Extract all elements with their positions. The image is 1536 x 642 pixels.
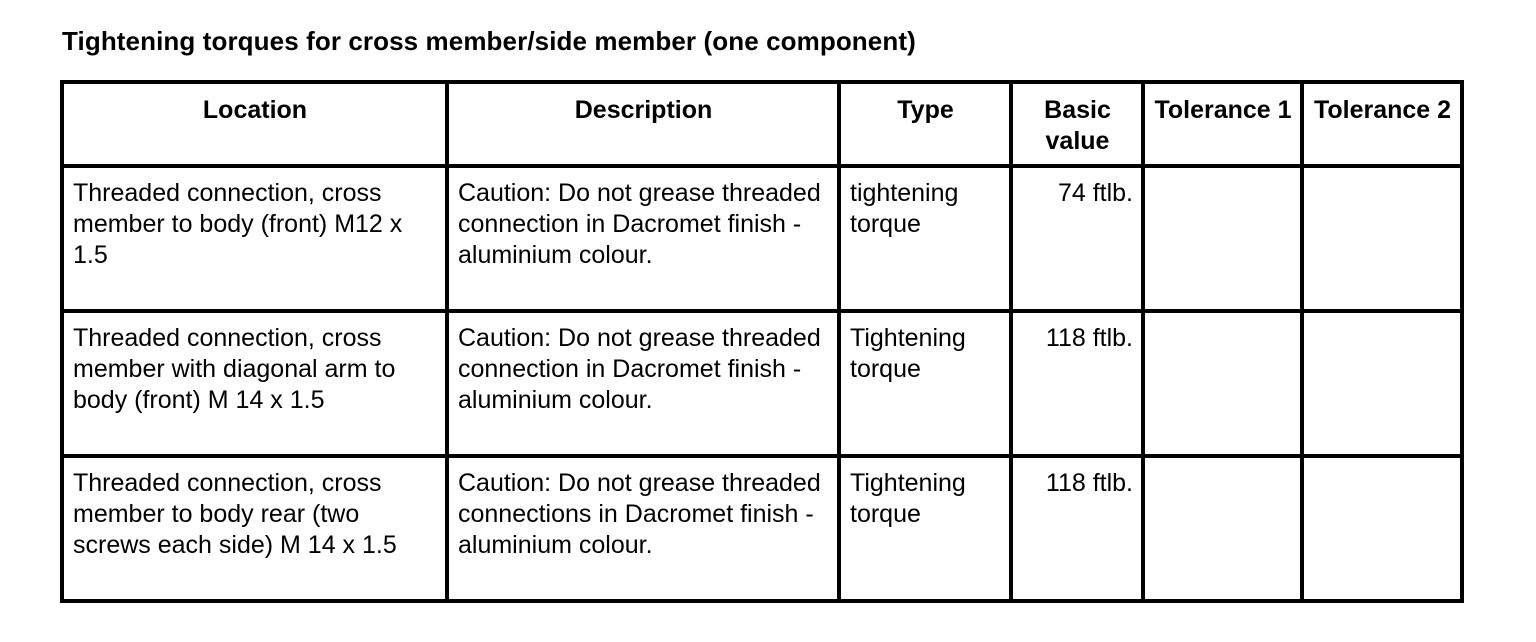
table-row — [62, 456, 1462, 601]
cell-tolerance-2 — [1302, 456, 1462, 601]
cell-basic-value: 118 ftlb. — [1011, 311, 1143, 456]
cell-basic-value: 74 ftlb. — [1011, 166, 1143, 311]
header-basic-value: Basic value — [1011, 82, 1143, 166]
header-type: Type — [839, 82, 1011, 166]
header-description: Description — [447, 82, 839, 166]
cell-description: Caution: Do not grease threaded connections in Dacromet finish - aluminium colour. — [447, 456, 839, 601]
table-header-row — [62, 82, 1462, 166]
table-row — [62, 166, 1462, 311]
cell-tolerance-2 — [1302, 166, 1462, 311]
cell-type: tightening torque — [839, 166, 1011, 311]
torque-table — [60, 80, 1464, 603]
header-tolerance-2: Tolerance 2 — [1302, 82, 1462, 166]
cell-tolerance-1 — [1143, 166, 1302, 311]
table-row — [62, 311, 1462, 456]
cell-tolerance-1 — [1143, 456, 1302, 601]
cell-location: Threaded connection, cross member to body rear (two screws each side) M 14 x 1.5 — [62, 456, 447, 601]
cell-basic-value: 118 ftlb. — [1011, 456, 1143, 601]
page-title: Tightening torques for cross member/side member (one component) — [62, 26, 916, 56]
header-tolerance-1: Tolerance 1 — [1143, 82, 1302, 166]
cell-tolerance-1 — [1143, 311, 1302, 456]
cell-type: Tightening torque — [839, 311, 1011, 456]
cell-description: Caution: Do not grease threaded connection in Dacromet finish - aluminium colour. — [447, 166, 839, 311]
cell-location: Threaded connection, cross member to body (front) M12 x 1.5 — [62, 166, 447, 311]
cell-description: Caution: Do not grease threaded connection in Dacromet finish - aluminium colour. — [447, 311, 839, 456]
header-location: Location — [62, 82, 447, 166]
cell-tolerance-2 — [1302, 311, 1462, 456]
cell-type: Tightening torque — [839, 456, 1011, 601]
cell-location: Threaded connection, cross member with diagonal arm to body (front) M 14 x 1.5 — [62, 311, 447, 456]
